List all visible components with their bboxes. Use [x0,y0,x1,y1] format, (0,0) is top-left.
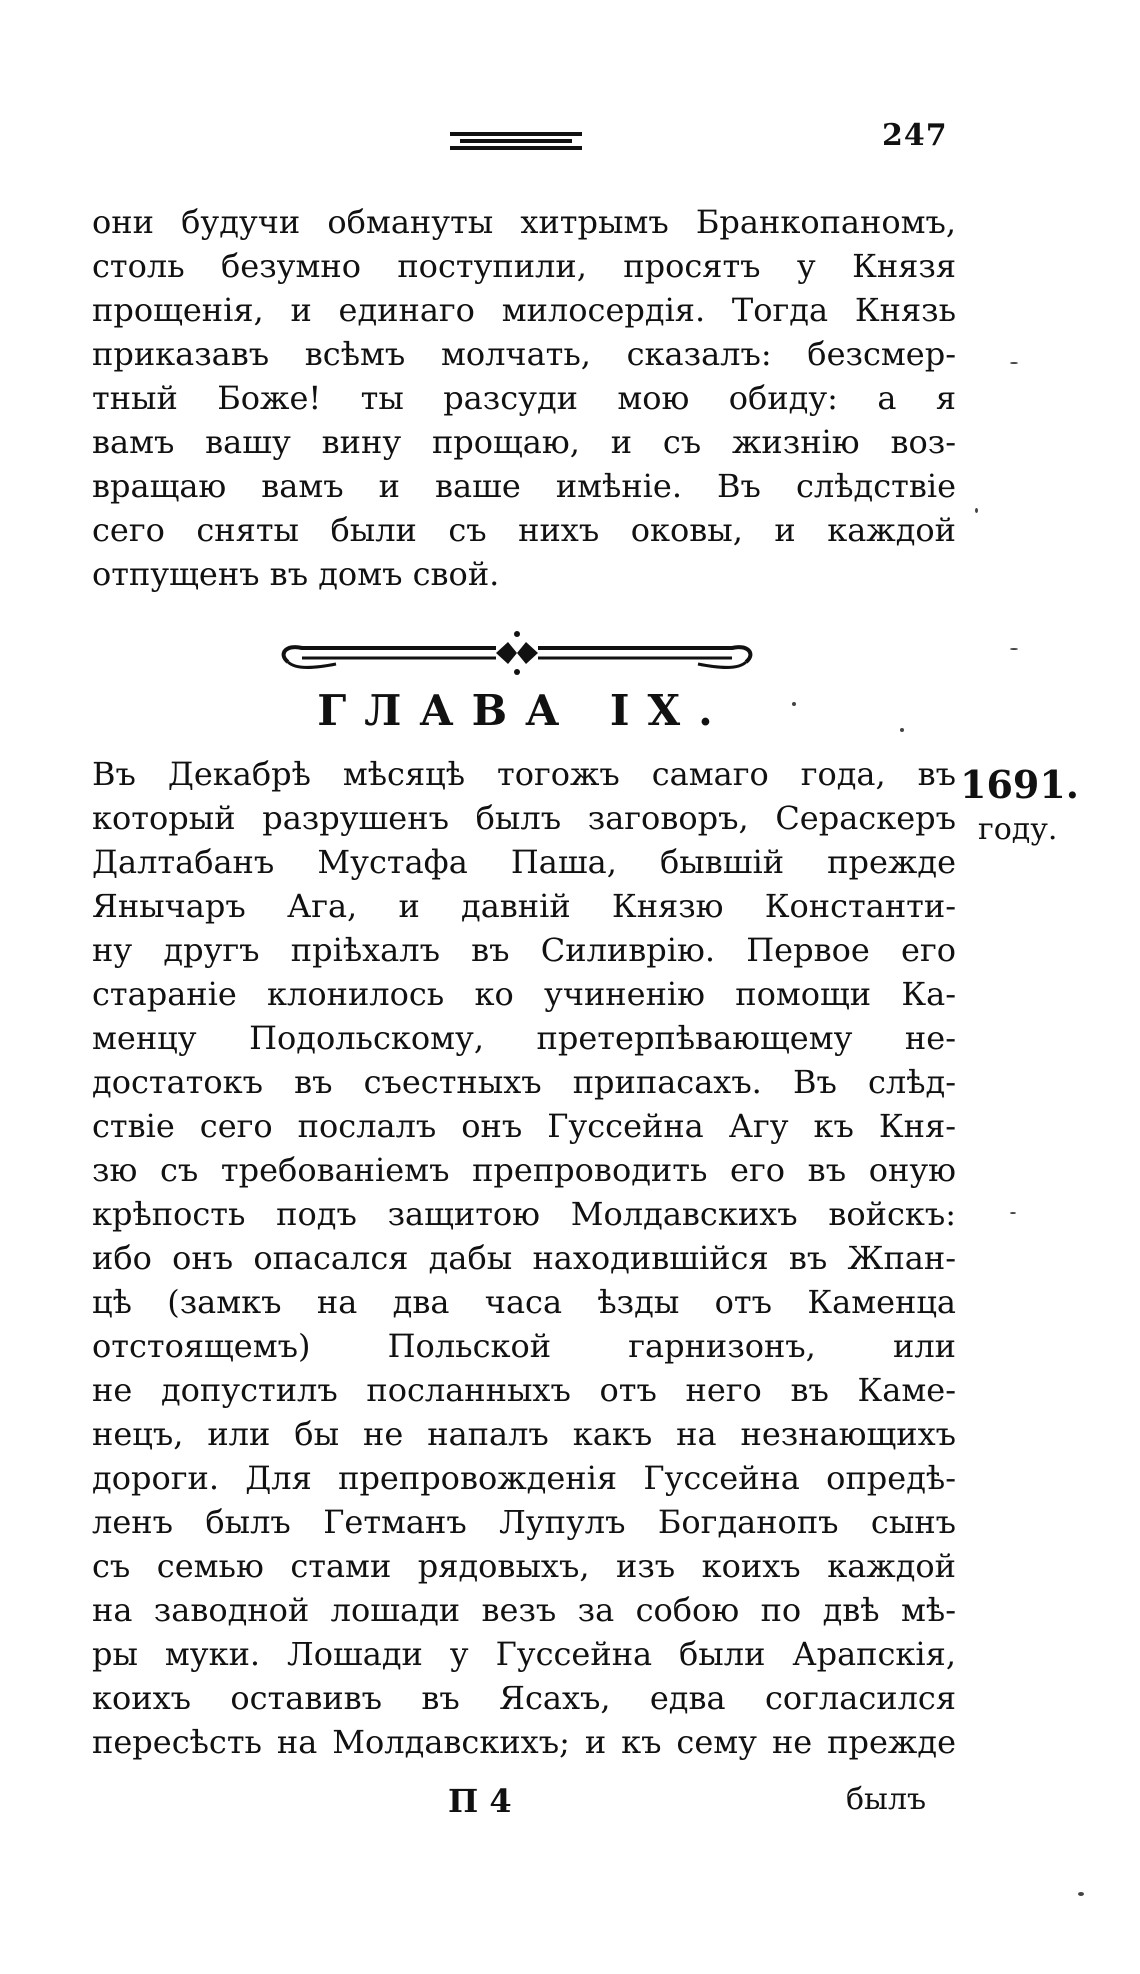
text-line: крѣпость подъ защитою Молдавскихъ войскъ: [92,1195,956,1233]
speck [975,508,978,513]
text-line: стараніе клонилось ко учиненію помощи Ка- [92,975,956,1013]
text-line: вамъ вашу вину прощаю, и съ жизнію воз- [92,423,956,461]
text-line: Далтабанъ Мустафа Паша, бывшій прежде [92,843,956,881]
text-line: Янычаръ Ага, и давній Князю Константи- [92,887,956,925]
paragraph-2 [92,752,956,1764]
text-line: приказавъ всѣмъ молчать, сказалъ: безсмер- [92,335,956,373]
text-line: коихъ оставивъ въ Ясахъ, едва согласился [92,1679,956,1717]
text-line: отпущенъ въ домъ свой. [92,555,500,593]
text-line: Въ Декабрѣ мѣсяцѣ тогожъ самаго года, въ [92,755,956,793]
text-line: столь безумно поступили, просятъ у Князя [92,247,956,285]
text-line: не допустилъ посланныхъ отъ него въ Каме- [92,1371,956,1409]
speck [792,702,796,706]
catchword: былъ [846,1782,927,1817]
text-line: вращаю вамъ и ваше имѣніе. Въ слѣдствіе [92,467,956,505]
text-line: на заводной лошади везъ за собою по двѣ мѣ- [92,1591,956,1629]
text-line: ленъ былъ Гетманъ Лупулъ Богданопъ сынъ [92,1503,956,1541]
text-line: отстоящемъ) Польской гарнизонъ, или [92,1327,956,1365]
margin-year-word: году. [978,812,1058,847]
signature-mark: П 4 [448,1782,512,1820]
text-line: ну другъ пріѣхалъ въ Силиврію. Первое его [92,931,956,969]
chapter-heading: ГЛАВА IX. [317,686,731,735]
page-number: 247 [882,118,948,153]
margin-year: 1691. [960,762,1079,807]
paragraph-1 [92,200,956,596]
speck [1078,1892,1084,1896]
text-line: прощенія, и единаго милосердія. Тогда Князь [92,291,956,329]
text-line: зю съ требованіемъ препроводить его въ оную [92,1151,956,1189]
speck [1010,362,1018,364]
text-line: дороги. Для препровожденія Гуссейна опредѣ- [92,1459,956,1497]
speck [900,728,904,732]
text-line: менцу Подольскому, претерпѣвающему не- [92,1019,956,1057]
text-line: нецъ, или бы не напалъ какъ на незнающихъ [92,1415,956,1453]
text-line: цѣ (замкъ на два часа ѣзды отъ Каменца [92,1283,956,1321]
text-line: ибо онъ опасался дабы находившійся въ Жпан- [92,1239,956,1277]
text-line: ры муки. Лошади у Гуссейна были Арапскія, [92,1635,956,1673]
text-line: сего сняты были съ нихъ оковы, и каждой [92,511,956,549]
text-line: тный Боже! ты разсуди мою обиду: а я [92,379,956,417]
text-line: ствіе сего послалъ онъ Гуссейна Агу къ Кня- [92,1107,956,1145]
text-line: они будучи обмануты хитрымъ Бранкопаномъ, [92,203,956,241]
speck [1010,648,1018,650]
header-rule [450,130,582,152]
text-line: пересѣсть на Молдавскихъ; и къ сему не прежде [92,1723,956,1761]
ornament-divider [276,624,758,682]
text-line: который разрушенъ былъ заговоръ, Сераскеръ [92,799,956,837]
text-line: достатокъ въ съестныхъ припасахъ. Въ слѣд- [92,1063,956,1101]
text-line: съ семью стами рядовыхъ, изъ коихъ каждой [92,1547,956,1585]
speck [1010,1212,1016,1214]
